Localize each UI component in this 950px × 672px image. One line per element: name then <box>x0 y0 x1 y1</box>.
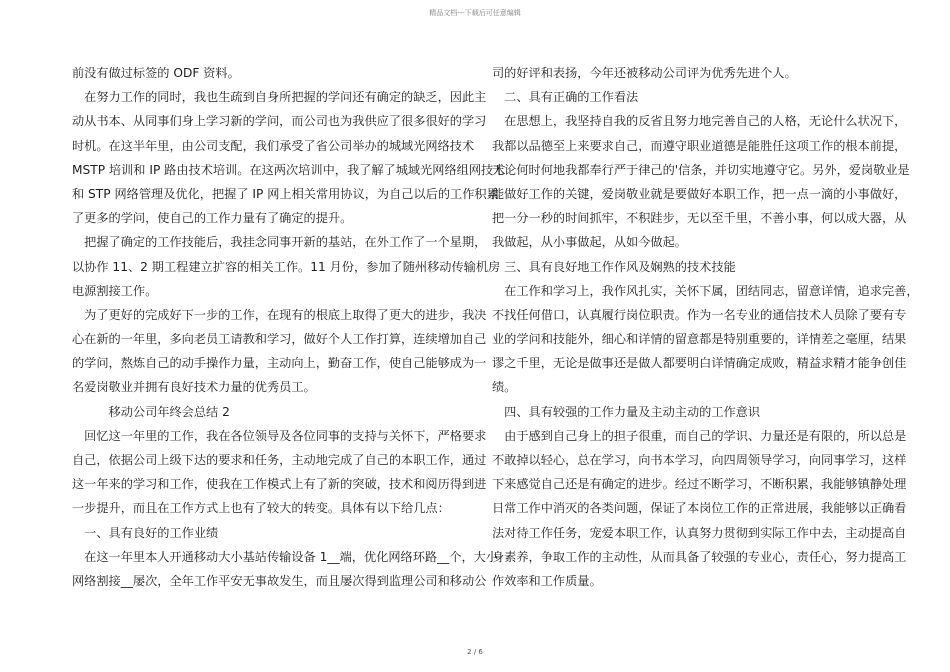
text-line: 四、具有较强的工作力量及主动主动的工作意识 <box>492 404 761 419</box>
text-line: 一步提升，而且在工作方式上也有了较大的转变。具体有以下给几点： <box>72 501 450 516</box>
text-line: 法对待工作任务，宠爱本职工作，认真努力贯彻到实际工作中去，主动提高自 <box>492 525 907 540</box>
text-line: 把握了确定的工作技能后，我挂念同事开新的基站，在外工作了一个星期， <box>72 235 487 250</box>
page-number: 2 / 6 <box>467 648 483 656</box>
text-line: 能做好工作的关键，爱岗敬业就是要做好本职工作，把一点一滴的小事做好， <box>492 186 907 201</box>
text-line: 电源割接工作。 <box>72 283 158 298</box>
text-line: MSTP 培训和 IP 路由技术培训。在这两次培训中，我了解了城域光网络组网技术 <box>72 162 506 177</box>
text-line: 我都以品德至上来要求自己，而遵守职业道德是能胜任这项工作的根本前提， <box>492 138 907 153</box>
text-line: 前没有做过标签的 ODF 资料。 <box>72 66 240 80</box>
page-header: 精品文档---下载后可任意编辑 <box>429 9 521 17</box>
text-line: 绩。 <box>492 380 517 395</box>
right-column <box>492 61 919 593</box>
text-line: 我做起，从小事做起，从如今做起。 <box>492 235 687 250</box>
text-line: 不找任何借口，认真履行岗位职责。作为一名专业的通信技术人员除了要有专 <box>492 307 907 322</box>
text-line: 这一年来的学习和工作，使我在工作模式上有了新的突破，技术和阅历得到进 <box>72 477 487 492</box>
text-line: 为了更好的完成好下一步的工作，在现有的根底上取得了更大的进步，我决 <box>72 307 487 322</box>
text-line: 自己，依据公司上级下达的要求和任务，主动地完成了自己的本职工作，通过 <box>72 453 487 467</box>
text-line: 业的学问和技能外，细心和详情的留意都是特别重要的，详情差之毫厘，结果 <box>492 332 907 347</box>
text-line: 动从书本、从同事们身上学习新的学问，而公司也为我供应了很多很好的学习 <box>72 114 487 129</box>
text-line: 和 STP 网络管理及优化，把握了 IP 网上相关常用协议，为自己以后的工作积累 <box>72 186 499 201</box>
text-line: 了更多的学问，使自己的工作力量有了确定的提升。 <box>72 211 353 226</box>
text-line: 由于感到自己身上的担子很重，而自己的学识、力量还是有限的，所以总是 <box>492 428 907 443</box>
text-line: 在这一年里本人开通移动大小基站传输设备 1__端，优化网络环路__个，大小 <box>72 549 499 564</box>
text-line: 在努力工作的同时，我也生疏到自身所把握的学问还有确定的缺乏，因此主 <box>72 90 487 105</box>
left-column <box>72 61 506 593</box>
text-line: 司的好评和表扬，今年还被移动公司评为优秀先进个人。 <box>492 66 797 80</box>
text-line: 无论何时何地我都奉行严于律己的'信条，并切实地遵守它。另外，爱岗敬业是 <box>492 162 910 177</box>
text-line: 身素养，争取工作的主动性，从而具备了较强的专业心，责任心，努力提高工 <box>492 549 907 564</box>
text-line: 把一分一秒的时间抓牢，不积跬步，无以至千里，不善小事，何以成大器，从 <box>492 211 907 226</box>
text-line: 时机。在这半年里，由公司支配，我们承受了省公司举办的城域光网络技术 <box>72 138 475 153</box>
text-line: 二、具有正确的工作看法 <box>492 90 639 105</box>
text-line: 心在新的一年里，多向老员工请教和学习，做好个人工作打算，连续增加自己 <box>72 332 487 347</box>
text-line: 谬之千里，无论是做事还是做人都要明白详情确定成败，精益求精才能争创佳 <box>492 356 907 371</box>
text-line: 移动公司年终会总结 2 <box>72 404 230 419</box>
text-line: 下来感觉自己还是有确定的进步。经过不断学习，不断积累，我能够镇静处理 <box>492 477 907 492</box>
text-line: 网络割接__屡次，全年工作平安无事故发生，而且屡次得到监理公司和移动公 <box>72 573 487 588</box>
text-line: 回忆这一年里的工作，我在各位领导及各位同事的支持与关怀下，严格要求 <box>72 428 487 443</box>
text-line: 的学问，熬炼自己的动手操作力量，主动向上，勤奋工作，使自己能够成为一 <box>72 356 487 371</box>
text-line: 一、具有良好的工作业绩 <box>72 525 219 540</box>
text-line: 不敢掉以轻心，总在学习，向书本学习，向四周领导学习，向同事学习，这样 <box>492 453 907 467</box>
text-line: 在思想上，我坚持自我的反省且努力地完善自己的人格，无论什么状况下， <box>492 114 907 129</box>
text-line: 以协作 11、2 期工程建立扩容的相关工作。11 月份，参加了随州移动传输机房 <box>72 259 501 274</box>
text-line: 名爱岗敬业并拥有良好技术力量的优秀员工。 <box>72 380 316 395</box>
text-line: 日常工作中消灭的各类问题，保证了本岗位工作的正常进展，我能够以正确看 <box>492 501 907 516</box>
text-line: 在工作和学习上，我作风扎实，关怀下属，团结同志，留意详情，追求完善， <box>492 283 919 298</box>
text-line: 三、具有良好地工作作风及娴熟的技术技能 <box>492 259 736 274</box>
text-line: 作效率和工作质量。 <box>492 573 602 588</box>
